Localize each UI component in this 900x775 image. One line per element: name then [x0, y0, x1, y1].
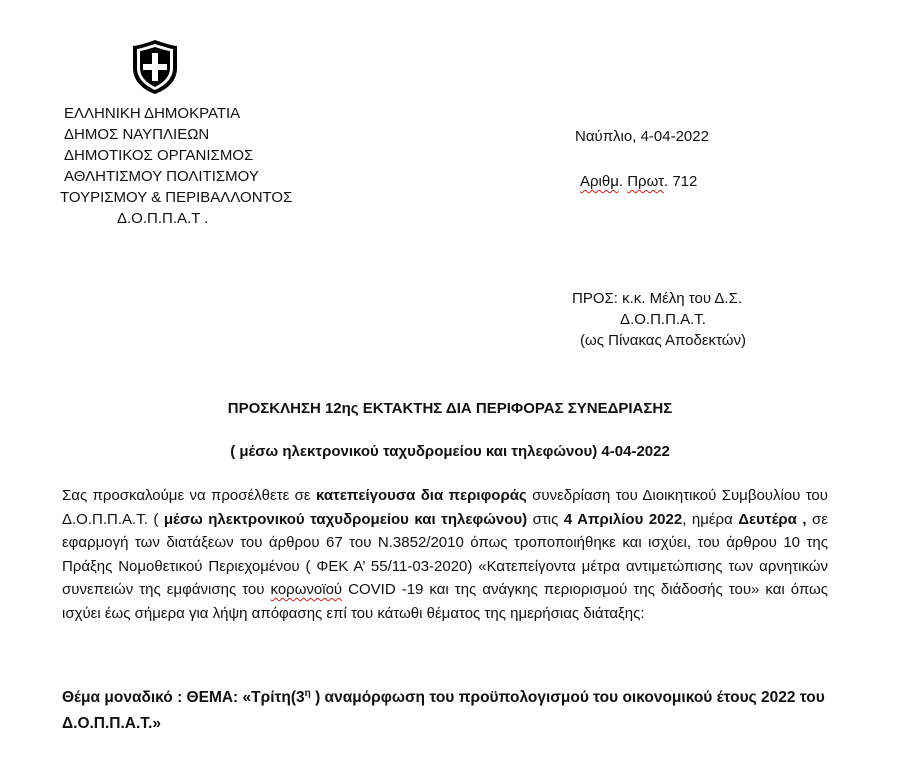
body-bold-3: 4 Απριλίου 2022: [563, 510, 683, 528]
org-line-3: ΔΗΜΟΤΙΚΟΣ ΟΡΓΑΝΙΣΜΟΣ: [64, 147, 254, 164]
body-text-5: σε εφαρμογή των διατάξεων του άρθρου 67 του Ν.3852/2010 όπως τροποποιήθηκε και ισχύει, του άρθρου 10 της Πράξης Νομοθετικού Περιεχομένου ( ΦΕΚ Α’ 55/11-03-2020) «Κατεπείγοντα μέτρα αντιμετώπισης των αρνητικών συνεπειών της εμφάνισης του: [62, 510, 828, 598]
body-text-6: COVID -19 και της ανάγκης περιορισμού της διάδοσής του» και όπως ισχύει έως σήμερα για λήψη απόφασης επί του κάτωθι θέματος της ημερήσιας διάταξης:: [62, 581, 828, 622]
body-text-4: , ημέρα: [682, 510, 739, 528]
document-subtitle: ( μέσω ηλεκτρονικού ταχυδρομείου και τηλεφώνου) 4-04-2022: [230, 443, 670, 460]
body-bold-4: Δευτέρα ,: [738, 510, 807, 528]
subject-superscript: η: [304, 688, 311, 699]
protocol-abbr-1: Αριθμ: [580, 173, 619, 190]
recipients-line-2: Δ.Ο.Π.Π.Α.Τ.: [620, 311, 706, 328]
body-bold-2: μέσω ηλεκτρονικού ταχυδρομείου και τηλεφώνου): [163, 510, 528, 528]
subject-lead: Θέμα μοναδικό : ΘΕΜΑ: «Τρίτη(3: [62, 689, 305, 707]
org-line-1: ΕΛΛΗΝΙΚΗ ΔΗΜΟΚΡΑΤΙΑ: [64, 105, 241, 122]
subject-line: [62, 681, 842, 737]
body-misspelled-word: κορωνοϊού: [270, 581, 343, 598]
org-line-2: ΔΗΜΟΣ ΝΑΥΠΛΙΕΩΝ: [64, 126, 210, 143]
recipients-line-1: ΠΡΟΣ: κ.κ. Μέλη του Δ.Σ.: [572, 290, 743, 307]
org-line-6: Δ.Ο.Π.Π.Α.Τ .: [117, 210, 209, 227]
place-date: Ναύπλιο, 4-04-2022: [575, 128, 709, 145]
document-title: ΠΡΟΣΚΛΗΣΗ 12ης ΕΚΤΑΚΤΗΣ ΔΙΑ ΠΕΡΙΦΟΡΑΣ ΣΥΝΕΔΡΙΑΣΗΣ: [227, 400, 673, 417]
body-text-1: Σας προσκαλούμε να προσέλθετε σε: [62, 487, 316, 504]
subject-rest: ) αναμόρφωση του προϋπολογισμού του οικονομικού έτους 2022 του Δ.Ο.Π.Π.Α.Τ.»: [62, 689, 825, 733]
coat-of-arms-emblem: [130, 38, 180, 96]
org-line-4: ΑΘΛΗΤΙΣΜΟΥ ΠΟΛΙΤΙΣΜΟΥ: [64, 168, 259, 185]
body-bold-1: κατεπείγουσα δια περιφοράς: [315, 487, 527, 504]
body-text-3: στις: [527, 510, 564, 528]
protocol-abbr-2: Πρωτ: [627, 173, 664, 190]
organization-header: [60, 103, 292, 229]
recipients-block: [568, 288, 758, 351]
body-text-2: συνεδρίαση του Διοικητικού Συμβουλίου του Δ.Ο.Π.Π.Α.Τ. (: [62, 487, 828, 528]
body-paragraph: [62, 484, 828, 625]
org-line-5: ΤΟΥΡΙΣΜΟΥ & ΠΕΡΙΒΑΛΛΟΝΤΟΣ: [60, 189, 293, 206]
protocol-number-line: Αριθμ. Πρωτ. 712: [580, 173, 698, 190]
recipients-line-3: (ως Πίνακας Αποδεκτών): [580, 332, 746, 349]
protocol-number: 712: [672, 173, 698, 190]
